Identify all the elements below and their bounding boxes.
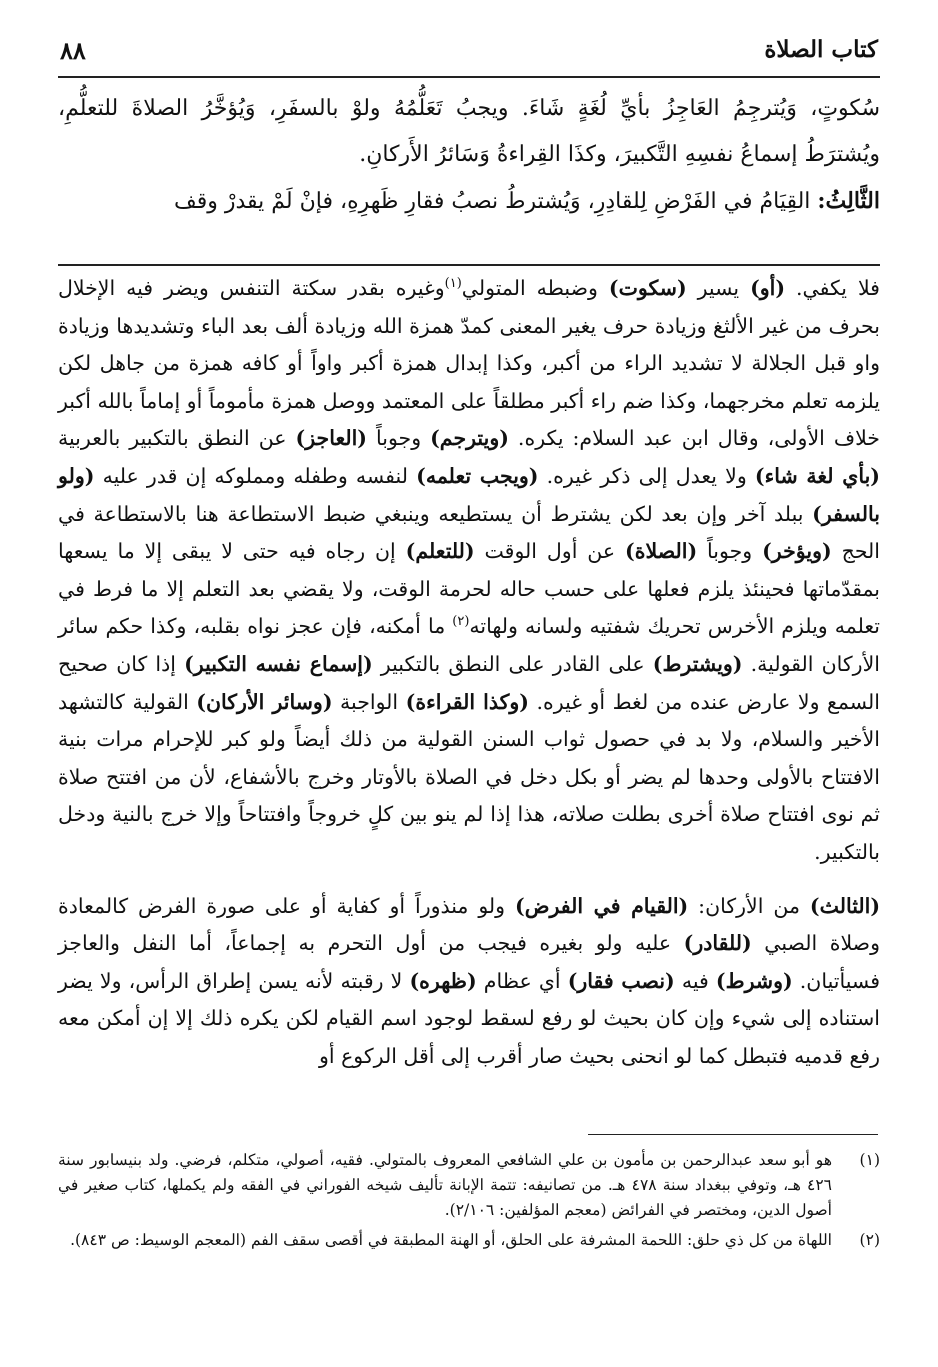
commentary-segment: عن أول الوقت bbox=[474, 539, 626, 564]
commentary-segment: إن رجاه فيه حتى لا يبقى إلا ما يسعها بمقدّماتها فحينئذ يلزم فعلها على حسب حاله لحرمة الوقت، ولا يقضي بعد التعلم إلا ما فرط في تعلمه ويلزم الأخرس تحريك شفتيه ولسانه ولهاته bbox=[58, 539, 880, 639]
quoted-term: (وكذا القراءة) bbox=[405, 689, 529, 714]
main-text-heading: الثَّالِثُ: bbox=[817, 188, 880, 214]
commentary-segment: القولية كالتشهد الأخير والسلام، ولا بد في حصول ثواب السنن القولية من ذلك أيضاً ولو كبر للإحرام مرات بنية الافتتاح بالأولى وحدها لم يضر أو بكل دخل في الصلاة بالأوتار وخرج بالأشفاع، لأن من افتتح صلاة ثم نوى افتتاح صلاة أخرى بطلت صلاته، هذا إذا لم ينو بين كلٍ خروجاً وافتتاحاً وإلا خرج بالنية ودخل بالتكبير. bbox=[58, 689, 880, 864]
footnote-divider bbox=[588, 1134, 878, 1135]
footnote-2 bbox=[58, 1228, 880, 1253]
quoted-term: (ولو بالسفر) bbox=[58, 463, 880, 526]
commentary-segment: وغيره بقدر سكتة التنفس ويضر فيه الإخلال بحرف من غير الألثغ وزيادة حرف يغير المعنى كمدّ همزة الله وزيادة ألف بعد الباء وتشديدها وزيادة واو قبل الجلالة لا تشديد الراء من أكبر، وكذا إبدال همزة أكبر واواً أو كافه همزة من جاهل لكن يلزمه تعلم مخرجهما، وكذا ضم راء أكبر مطلقاً على المعتمد ووصل همزة مأموماً أو إماماً بالله أكبر خلاف الأولى، وقال ابن عبد السلام: يكره. bbox=[58, 276, 880, 451]
quoted-term: (ظهره) bbox=[409, 968, 477, 993]
commentary-segment: وجوباً bbox=[367, 426, 431, 451]
commentary-segment: إذا كان صحيح السمع ولا عارض عنده من لغط أو غيره. bbox=[58, 651, 881, 714]
main-text-divider bbox=[58, 264, 880, 266]
footnote-reference: (١) bbox=[444, 276, 462, 292]
quoted-term: (ويؤخر) bbox=[762, 539, 832, 564]
quoted-term: (بأي لغة شاء) bbox=[754, 463, 880, 488]
main-text-paragraph-2 bbox=[58, 178, 880, 225]
footnote-1 bbox=[58, 1148, 880, 1223]
footnote-1-text: هو أبو سعد عبدالرحمن بن مأمون بن علي الشافعي المعروف بالمتولي. فقيه، أصولي، متكلم، فرضي. ولد بنيسابور سنة ٤٢٦ هـ، وتوفي ببغداد سنة ٤٧٨ هـ. من تصانيفه: تتمة الإبانة تأليف شيخه الفوراني في الفقه ولم يكملها، كتاب صغير في أصول الدين، ومختصر في الفرائض (معجم المؤلفين: ٢/١٠٦). bbox=[58, 1151, 833, 1219]
quoted-term: (القيام في الفرض) bbox=[515, 893, 689, 918]
commentary-paragraph-2 bbox=[58, 888, 880, 1076]
commentary-segment: يسير bbox=[686, 276, 751, 300]
commentary-segment: فلا يكفي. bbox=[785, 276, 880, 300]
quoted-term: (أو) bbox=[750, 276, 786, 300]
running-title: كتاب الصلاة bbox=[764, 36, 878, 63]
commentary-segment: على القادر على النطق بالتكبير bbox=[372, 651, 653, 676]
quoted-term: (ويشترط) bbox=[652, 651, 743, 676]
page-header bbox=[60, 32, 878, 72]
commentary-segment: وجوباً bbox=[697, 539, 763, 564]
quoted-term: (وشرط) bbox=[715, 968, 793, 993]
quoted-term: (الصلاة) bbox=[625, 539, 698, 564]
commentary-segment: عليه ولو بغيره فيجب من أول التحرم به إجماعاً، أما النفل والعاجز فسيأتيان. bbox=[58, 931, 880, 993]
commentary-segment: لنفسه وطفله ومملوكه إن قدر عليه bbox=[94, 463, 417, 488]
commentary-segment: ببلد آخر وإن بعد لكن يشترط أن يستطيعه وينبغي ضبط الاستطاعة هنا بالاستطاعة في الحج bbox=[58, 501, 880, 564]
footnote-2-number: (٢) bbox=[859, 1231, 880, 1249]
page-number: ٨٨ bbox=[60, 36, 86, 65]
main-text-paragraph-1: سُكوتٍ، وَيُترجِمُ العَاجِزُ بأيِّ لُغَةٍ شَاءَ. ويجبُ تَعَلُّمُهُ ولوْ بالسفَرِ، وَيُؤخَّرُ الصلاةَ للتعلُّمِ، ويُشترَطُ إسماعُ نفسِهِ التَّكبيرَ، وكذَا القِراءةُ وَسَائرُ الأَركانِ. bbox=[58, 96, 880, 167]
quoted-term: (إسماع نفسه التكبير) bbox=[184, 651, 373, 676]
commentary-segment: ولو منذوراً أو كفاية أو على صورة الفرض كالمعادة وصلاة الصبي bbox=[58, 893, 880, 956]
commentary bbox=[58, 270, 880, 1075]
quoted-term: (ويترجم) bbox=[430, 426, 509, 451]
quoted-term: (الثالث) bbox=[809, 893, 881, 918]
commentary-segment: فيه bbox=[674, 968, 716, 993]
commentary-segment: لا رقبته لأنه يسن إطراق الرأس، ولا يضر استناده إلى شيء وإن كان بحيث لو رفع لسقط لوجود اسم القيام لكن يكره ذلك إلا إن أمكن معه رفع قدميه فتبطل كما لو انحنى بحيث صار أقرب إلى أقل الركوع أو bbox=[58, 968, 880, 1068]
footnote-reference: (٢) bbox=[452, 614, 470, 630]
main-text bbox=[58, 86, 880, 225]
commentary-paragraph-1 bbox=[58, 270, 880, 872]
quoted-term: (وسائر الأركان) bbox=[196, 689, 333, 714]
quoted-term: (ويجب تعلمه) bbox=[416, 463, 539, 488]
quoted-term: (للتعلم) bbox=[405, 539, 475, 564]
footnote-1-number: (١) bbox=[859, 1151, 880, 1169]
commentary-segment: عن النطق بالتكبير بالعربية bbox=[58, 426, 296, 451]
quoted-term: (سكوت) bbox=[608, 276, 687, 300]
header-rule bbox=[58, 76, 880, 78]
footnotes bbox=[58, 1148, 880, 1258]
commentary-segment: وضبطه المتولي bbox=[461, 276, 609, 300]
quoted-term: (العاجز) bbox=[295, 426, 367, 451]
commentary-segment: أي عظام bbox=[476, 968, 568, 993]
commentary-segment: ما أمكنه، فإن عجز نواه بقلبه، وكذا حكم سائر الأركان القولية. bbox=[58, 614, 880, 676]
quoted-term: (نصب فقار) bbox=[567, 968, 675, 993]
commentary-segment: من الأركان: bbox=[688, 893, 810, 918]
footnote-2-text: اللهاة من كل ذي حلق: اللحمة المشرفة على الحلق، أو الهنة المطبقة في أقصى سقف الفم (المعجم الوسيط: ص ٨٤٣). bbox=[70, 1231, 832, 1249]
commentary-segment: الواجبة bbox=[332, 689, 406, 714]
main-text-paragraph-2-body: القِيَامُ في الفَرْضِ لِلقادِرِ، وَيُشترطُ نصبُ فقارِ ظَهرِهِ، فإنْ لَمْ يقدرْ وقف bbox=[173, 189, 818, 214]
commentary-segment: ولا يعدل إلى ذكر غيره. bbox=[538, 463, 755, 488]
quoted-term: (للقادر) bbox=[683, 931, 752, 956]
